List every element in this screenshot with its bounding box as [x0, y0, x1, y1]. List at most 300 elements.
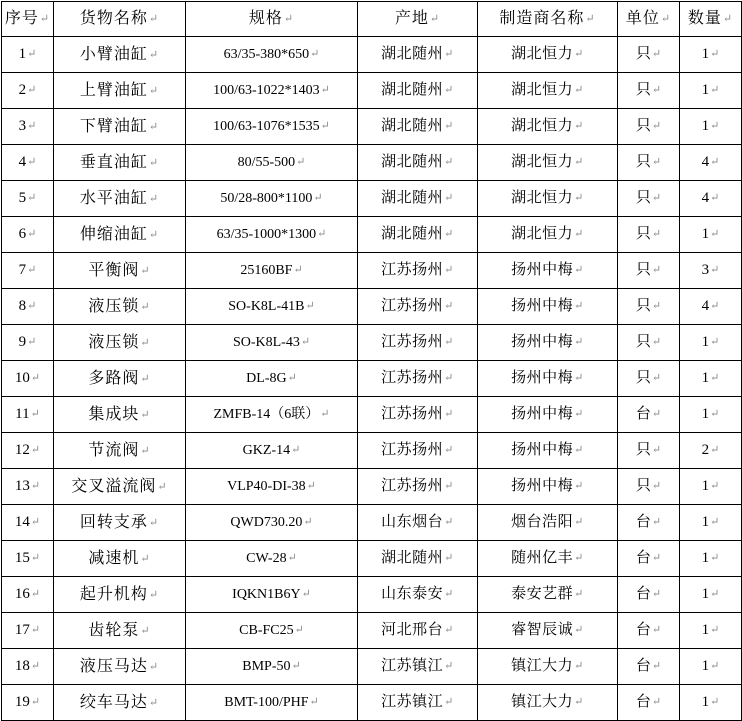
cell-origin	[358, 289, 478, 325]
cell-unit	[618, 577, 680, 613]
paragraph-mark-icon: ↵	[574, 84, 584, 97]
cell-qty-text: 1	[701, 586, 710, 603]
paragraph-mark-icon: ↵	[287, 372, 297, 385]
cell-no	[2, 469, 54, 505]
paragraph-mark-icon: ↵	[710, 192, 720, 205]
table-row	[2, 469, 742, 505]
cell-qty-text: 2	[701, 442, 710, 459]
paragraph-mark-icon: ↵	[148, 120, 160, 133]
paragraph-mark-icon: ↵	[651, 444, 662, 457]
paragraph-mark-icon: ↵	[444, 156, 454, 169]
table-row	[2, 433, 742, 469]
cell-unit	[618, 541, 680, 577]
paragraph-mark-icon: ↵	[429, 13, 441, 26]
cell-maker-text: 烟台浩阳	[511, 514, 574, 531]
cell-no-text: 9	[18, 334, 27, 351]
cell-qty-text: 1	[701, 82, 710, 99]
paragraph-mark-icon: ↵	[444, 552, 454, 565]
paragraph-mark-icon: ↵	[444, 228, 454, 241]
cell-spec	[186, 685, 358, 721]
cell-qty-text: 1	[701, 658, 710, 675]
paragraph-mark-icon: ↵	[651, 192, 662, 205]
paragraph-mark-icon: ↵	[722, 13, 734, 26]
cell-spec-text: SO-K8L-41B	[228, 299, 305, 315]
paragraph-mark-icon: ↵	[574, 372, 584, 385]
cell-qty	[680, 541, 742, 577]
cell-no	[2, 505, 54, 541]
cell-maker-text: 湖北恒力	[511, 154, 574, 171]
document-page	[0, 1, 742, 712]
cell-spec-text: 50/28-800*1100	[220, 191, 313, 207]
cell-unit	[618, 289, 680, 325]
column-header-qty: 数量↵	[680, 2, 742, 37]
cell-no	[2, 541, 54, 577]
cell-name-text: 减速机	[88, 549, 140, 567]
cell-unit	[618, 73, 680, 109]
cell-no-text: 5	[18, 190, 27, 207]
cell-name-text: 液压锁	[88, 333, 140, 351]
cell-unit-text: 台	[635, 622, 651, 639]
cell-spec	[186, 37, 358, 73]
cell-name	[54, 505, 186, 541]
cell-spec-text: VLP40-DI-38	[227, 479, 306, 495]
cell-origin	[358, 181, 478, 217]
column-header-name: 货物名称↵	[54, 2, 186, 37]
cell-unit-text: 台	[635, 514, 651, 531]
cell-qty	[680, 433, 742, 469]
cell-unit	[618, 325, 680, 361]
cell-unit-text: 只	[635, 190, 651, 207]
paragraph-mark-icon: ↵	[574, 516, 584, 529]
cell-origin-text: 湖北随州	[381, 82, 444, 99]
cell-spec-text: DL-8G	[246, 371, 287, 387]
paragraph-mark-icon: ↵	[140, 300, 151, 313]
cell-maker	[478, 253, 618, 289]
cell-unit	[618, 145, 680, 181]
paragraph-mark-icon: ↵	[27, 264, 37, 277]
cell-no-text: 3	[18, 118, 27, 135]
paragraph-mark-icon: ↵	[148, 48, 160, 61]
paragraph-mark-icon: ↵	[710, 408, 720, 421]
cell-maker-text: 湖北恒力	[511, 226, 574, 243]
cell-no	[2, 361, 54, 397]
cell-spec	[186, 325, 358, 361]
cell-origin	[358, 73, 478, 109]
column-header-origin: 产地↵	[358, 2, 478, 37]
cell-qty	[680, 145, 742, 181]
cell-name	[54, 325, 186, 361]
cell-maker-text: 镇江大力	[511, 658, 574, 675]
paragraph-mark-icon: ↵	[27, 192, 37, 205]
paragraph-mark-icon: ↵	[710, 696, 720, 709]
paragraph-mark-icon: ↵	[651, 48, 662, 61]
paragraph-mark-icon: ↵	[140, 372, 151, 385]
cell-qty	[680, 253, 742, 289]
column-header-unit: 单位↵	[618, 2, 680, 37]
cell-spec	[186, 613, 358, 649]
paragraph-mark-icon: ↵	[651, 480, 662, 493]
paragraph-mark-icon: ↵	[320, 408, 330, 421]
cell-no	[2, 289, 54, 325]
paragraph-mark-icon: ↵	[444, 264, 454, 277]
cell-name	[54, 685, 186, 721]
paragraph-mark-icon: ↵	[444, 192, 454, 205]
table-row	[2, 253, 742, 289]
paragraph-mark-icon: ↵	[710, 480, 720, 493]
cell-qty	[680, 289, 742, 325]
paragraph-mark-icon: ↵	[30, 408, 40, 421]
cell-spec-text: ZMFB-14（6联）	[213, 407, 320, 423]
cell-origin	[358, 37, 478, 73]
cell-qty-text: 1	[701, 694, 710, 711]
goods-table	[1, 1, 742, 721]
paragraph-mark-icon: ↵	[291, 444, 301, 457]
cell-unit	[618, 253, 680, 289]
table-row	[2, 37, 742, 73]
cell-name	[54, 433, 186, 469]
paragraph-mark-icon: ↵	[148, 660, 160, 673]
cell-name-text: 集成块	[88, 405, 140, 423]
paragraph-mark-icon: ↵	[574, 444, 584, 457]
cell-no	[2, 145, 54, 181]
cell-spec	[186, 217, 358, 253]
paragraph-mark-icon: ↵	[30, 588, 41, 601]
cell-name-text: 多路阀	[88, 369, 140, 387]
table-row	[2, 109, 742, 145]
cell-no	[2, 37, 54, 73]
table-row	[2, 361, 742, 397]
cell-spec-text: 100/63-1076*1535	[213, 119, 320, 135]
cell-qty	[680, 217, 742, 253]
table-row	[2, 181, 742, 217]
cell-name	[54, 145, 186, 181]
cell-name-text: 交叉溢流阀	[71, 477, 157, 495]
cell-unit-text: 台	[635, 658, 651, 675]
cell-qty	[680, 577, 742, 613]
cell-spec	[186, 181, 358, 217]
paragraph-mark-icon: ↵	[710, 624, 720, 637]
cell-origin	[358, 505, 478, 541]
cell-qty-text: 1	[701, 334, 710, 351]
cell-spec-text: SO-K8L-43	[232, 335, 300, 351]
cell-spec-text: 63/35-380*650	[223, 47, 310, 63]
cell-origin-text: 江苏扬州	[381, 442, 444, 459]
cell-maker-text: 扬州中梅	[511, 334, 574, 351]
paragraph-mark-icon: ↵	[710, 264, 720, 277]
paragraph-mark-icon: ↵	[148, 192, 160, 205]
cell-maker	[478, 469, 618, 505]
paragraph-mark-icon: ↵	[444, 84, 454, 97]
paragraph-mark-icon: ↵	[27, 228, 37, 241]
cell-unit	[618, 109, 680, 145]
cell-unit	[618, 433, 680, 469]
cell-maker	[478, 181, 618, 217]
cell-name-text: 齿轮泵	[88, 621, 140, 639]
cell-name	[54, 469, 186, 505]
cell-origin-text: 江苏扬州	[381, 262, 444, 279]
cell-maker	[478, 145, 618, 181]
paragraph-mark-icon: ↵	[140, 264, 151, 277]
cell-name-text: 水平油缸	[79, 189, 148, 207]
paragraph-mark-icon: ↵	[313, 192, 323, 205]
paragraph-mark-icon: ↵	[444, 48, 454, 61]
paragraph-mark-icon: ↵	[710, 300, 720, 313]
cell-qty-text: 1	[701, 550, 710, 567]
table-row	[2, 685, 742, 721]
cell-spec	[186, 73, 358, 109]
paragraph-mark-icon: ↵	[148, 156, 160, 169]
cell-maker-text: 扬州中梅	[511, 370, 574, 387]
table-row	[2, 73, 742, 109]
cell-unit-text: 只	[635, 298, 651, 315]
cell-no-text: 19	[14, 694, 30, 711]
paragraph-mark-icon: ↵	[157, 480, 168, 493]
paragraph-mark-icon: ↵	[651, 408, 662, 421]
cell-spec-text: 63/35-1000*1300	[216, 227, 317, 243]
paragraph-mark-icon: ↵	[444, 696, 454, 709]
cell-spec-text: GKZ-14	[242, 443, 291, 459]
cell-no-text: 13	[14, 478, 30, 495]
cell-qty	[680, 397, 742, 433]
cell-origin	[358, 649, 478, 685]
cell-no	[2, 253, 54, 289]
paragraph-mark-icon: ↵	[148, 84, 160, 97]
cell-qty-text: 1	[701, 514, 710, 531]
cell-qty	[680, 73, 742, 109]
paragraph-mark-icon: ↵	[651, 588, 662, 601]
cell-no	[2, 109, 54, 145]
cell-origin-text: 江苏扬州	[381, 298, 444, 315]
paragraph-mark-icon: ↵	[444, 588, 454, 601]
paragraph-mark-icon: ↵	[148, 588, 160, 601]
cell-origin-text: 江苏扬州	[381, 370, 444, 387]
paragraph-mark-icon: ↵	[574, 264, 584, 277]
cell-name	[54, 613, 186, 649]
paragraph-mark-icon: ↵	[710, 84, 720, 97]
paragraph-mark-icon: ↵	[574, 552, 584, 565]
cell-maker-text: 随州亿丰	[511, 550, 574, 567]
paragraph-mark-icon: ↵	[317, 228, 327, 241]
cell-name	[54, 73, 186, 109]
paragraph-mark-icon: ↵	[27, 48, 37, 61]
cell-spec	[186, 541, 358, 577]
cell-name	[54, 217, 186, 253]
cell-origin-text: 河北邢台	[381, 622, 444, 639]
cell-maker	[478, 541, 618, 577]
cell-maker	[478, 325, 618, 361]
cell-origin-text: 江苏扬州	[381, 406, 444, 423]
cell-maker-text: 湖北恒力	[511, 190, 574, 207]
cell-qty	[680, 109, 742, 145]
cell-spec-text: IQKN1B6Y	[232, 587, 301, 603]
cell-unit	[618, 37, 680, 73]
cell-unit-text: 只	[635, 154, 651, 171]
cell-no-text: 6	[18, 226, 27, 243]
cell-no-text: 11	[15, 406, 30, 423]
cell-no-text: 18	[14, 658, 30, 675]
cell-maker-text: 扬州中梅	[511, 298, 574, 315]
cell-origin	[358, 469, 478, 505]
cell-no	[2, 685, 54, 721]
cell-unit-text: 只	[635, 226, 651, 243]
paragraph-mark-icon: ↵	[444, 408, 454, 421]
cell-origin	[358, 361, 478, 397]
cell-unit-text: 只	[635, 442, 651, 459]
cell-spec	[186, 253, 358, 289]
paragraph-mark-icon: ↵	[651, 84, 662, 97]
cell-maker-text: 扬州中梅	[511, 478, 574, 495]
cell-no-text: 7	[18, 262, 27, 279]
cell-name	[54, 289, 186, 325]
cell-origin-text: 江苏镇江	[381, 694, 444, 711]
cell-unit	[618, 397, 680, 433]
paragraph-mark-icon: ↵	[30, 696, 41, 709]
paragraph-mark-icon: ↵	[651, 300, 662, 313]
cell-origin	[358, 613, 478, 649]
cell-maker	[478, 289, 618, 325]
table-header-row	[2, 2, 742, 37]
paragraph-mark-icon: ↵	[444, 624, 454, 637]
cell-qty-text: 1	[701, 46, 710, 63]
paragraph-mark-icon: ↵	[710, 336, 720, 349]
cell-spec-text: QWD730.20	[230, 515, 303, 531]
table-row	[2, 613, 742, 649]
cell-spec	[186, 649, 358, 685]
cell-no	[2, 613, 54, 649]
paragraph-mark-icon: ↵	[30, 660, 41, 673]
paragraph-mark-icon: ↵	[651, 120, 662, 133]
paragraph-mark-icon: ↵	[444, 516, 454, 529]
cell-unit	[618, 685, 680, 721]
paragraph-mark-icon: ↵	[293, 264, 303, 277]
paragraph-mark-icon: ↵	[301, 588, 311, 601]
cell-maker-text: 扬州中梅	[511, 406, 574, 423]
cell-no	[2, 217, 54, 253]
table-row	[2, 217, 742, 253]
table-row	[2, 145, 742, 181]
cell-unit-text: 台	[635, 406, 651, 423]
paragraph-mark-icon: ↵	[574, 624, 584, 637]
paragraph-mark-icon: ↵	[574, 228, 584, 241]
cell-spec	[186, 361, 358, 397]
cell-origin-text: 山东烟台	[381, 514, 444, 531]
table-row	[2, 541, 742, 577]
paragraph-mark-icon: ↵	[296, 156, 306, 169]
paragraph-mark-icon: ↵	[303, 516, 313, 529]
paragraph-mark-icon: ↵	[148, 228, 160, 241]
cell-maker	[478, 37, 618, 73]
cell-name	[54, 37, 186, 73]
cell-name-text: 平衡阀	[88, 261, 140, 279]
paragraph-mark-icon: ↵	[574, 696, 584, 709]
cell-no-text: 8	[18, 298, 27, 315]
cell-origin-text: 江苏扬州	[381, 478, 444, 495]
cell-unit-text: 只	[635, 82, 651, 99]
cell-unit-text: 只	[635, 478, 651, 495]
cell-spec	[186, 397, 358, 433]
cell-unit	[618, 613, 680, 649]
paragraph-mark-icon: ↵	[574, 408, 584, 421]
cell-spec	[186, 145, 358, 181]
cell-no-text: 4	[18, 154, 27, 171]
cell-no-text: 2	[18, 82, 27, 99]
cell-no-text: 17	[14, 622, 30, 639]
cell-maker	[478, 577, 618, 613]
cell-maker	[478, 505, 618, 541]
cell-qty	[680, 37, 742, 73]
table-row	[2, 397, 742, 433]
cell-name-text: 上臂油缸	[79, 81, 148, 99]
cell-no-text: 15	[14, 550, 30, 567]
cell-no	[2, 649, 54, 685]
cell-unit-text: 只	[635, 334, 651, 351]
table-row	[2, 505, 742, 541]
paragraph-mark-icon: ↵	[574, 660, 584, 673]
table-row	[2, 289, 742, 325]
cell-spec	[186, 469, 358, 505]
cell-origin	[358, 397, 478, 433]
cell-qty	[680, 649, 742, 685]
cell-unit-text: 只	[635, 118, 651, 135]
cell-maker	[478, 361, 618, 397]
paragraph-mark-icon: ↵	[651, 696, 662, 709]
cell-spec-text: BMT-100/PHF	[224, 695, 309, 711]
cell-no	[2, 181, 54, 217]
cell-name	[54, 541, 186, 577]
cell-qty	[680, 181, 742, 217]
cell-name-text: 垂直油缸	[79, 153, 148, 171]
cell-no-text: 16	[14, 586, 30, 603]
paragraph-mark-icon: ↵	[574, 480, 584, 493]
cell-origin-text: 江苏镇江	[381, 658, 444, 675]
paragraph-mark-icon: ↵	[710, 552, 720, 565]
paragraph-mark-icon: ↵	[574, 336, 584, 349]
paragraph-mark-icon: ↵	[148, 13, 160, 26]
cell-spec	[186, 433, 358, 469]
cell-maker-text: 湖北恒力	[511, 118, 574, 135]
paragraph-mark-icon: ↵	[651, 624, 662, 637]
column-header-spec: 规格↵	[186, 2, 358, 37]
cell-maker-text: 镇江大力	[511, 694, 574, 711]
cell-origin	[358, 109, 478, 145]
paragraph-mark-icon: ↵	[710, 120, 720, 133]
cell-no	[2, 433, 54, 469]
cell-unit	[618, 181, 680, 217]
paragraph-mark-icon: ↵	[294, 624, 304, 637]
paragraph-mark-icon: ↵	[27, 156, 37, 169]
paragraph-mark-icon: ↵	[27, 336, 37, 349]
cell-qty	[680, 505, 742, 541]
cell-name-text: 下臂油缸	[79, 117, 148, 135]
cell-maker-text: 湖北恒力	[511, 82, 574, 99]
paragraph-mark-icon: ↵	[444, 444, 454, 457]
cell-origin	[358, 541, 478, 577]
cell-qty	[680, 613, 742, 649]
cell-unit-text: 台	[635, 550, 651, 567]
cell-origin	[358, 217, 478, 253]
cell-unit-text: 只	[635, 262, 651, 279]
cell-name-text: 节流阀	[88, 441, 140, 459]
table-row	[2, 325, 742, 361]
paragraph-mark-icon: ↵	[651, 660, 662, 673]
paragraph-mark-icon: ↵	[651, 516, 662, 529]
column-header-no: 序号↵	[2, 2, 54, 37]
cell-no-text: 1	[18, 46, 27, 63]
cell-origin-text: 湖北随州	[381, 190, 444, 207]
paragraph-mark-icon: ↵	[710, 516, 720, 529]
cell-origin	[358, 577, 478, 613]
paragraph-mark-icon: ↵	[30, 516, 41, 529]
